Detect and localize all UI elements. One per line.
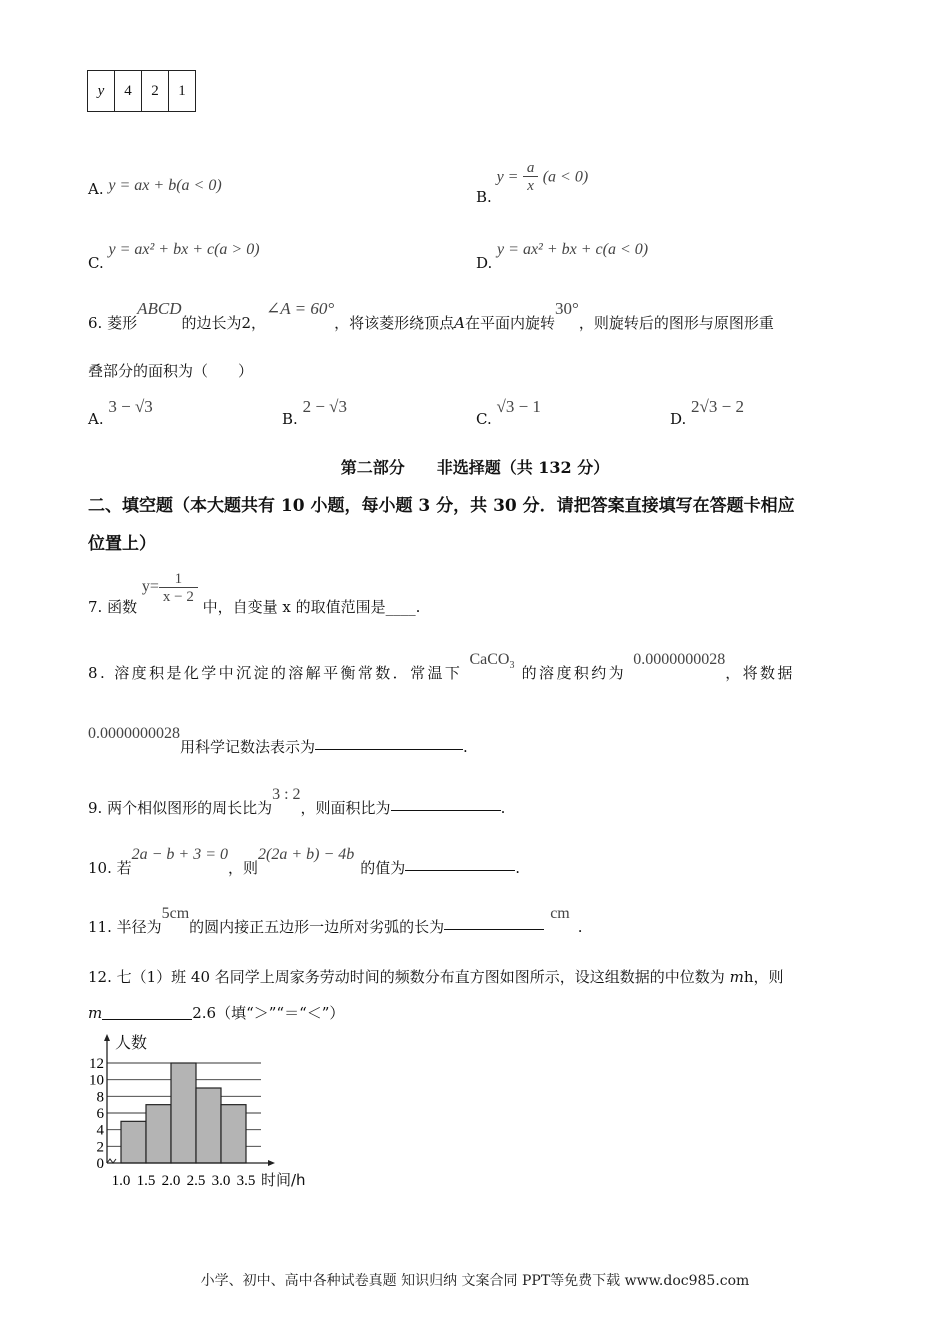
option-letter: C. [88,254,104,272]
q8-number: 0.0000000028 [633,651,726,668]
y-axis-label: 人数 [115,1033,148,1052]
option-letter: D. [670,410,687,428]
q8-line1 [88,648,795,682]
histogram-chart [85,1030,325,1190]
y-axis-arrow [104,1034,110,1041]
y-tick-label: 10 [89,1072,104,1089]
x-tick-label: 3.5 [236,1173,256,1189]
q7 [88,563,421,616]
q11-text: 的圆内接正五边形一边所对劣弧的长为 [189,918,445,936]
answer-blank[interactable] [405,856,515,871]
q5-option-a [88,177,222,199]
q6-option-d [670,397,744,428]
q6-prefix: 6. 菱形 [88,314,138,332]
q7-prefix: 7. 函数 [88,597,138,616]
option-letter: A. [88,180,104,198]
x-tick-label: 1.5 [136,1173,156,1189]
option-math: 2 − √3 [302,397,347,416]
q5-option-d [476,240,649,272]
histogram-bar [221,1105,246,1163]
option-math: y = ax + b(a < 0) [108,177,222,194]
q9-ratio: 3 : 2 [272,786,301,803]
option-math: √3 − 1 [496,397,541,416]
q6-text: ，则旋转后的图形与原图形重 [578,314,774,332]
histogram-bar [121,1121,146,1163]
option-letter: A. [88,410,104,428]
answer-blank[interactable] [444,915,544,930]
caco-subscript: 3 [509,660,515,672]
q8-text: 用科学记数法表示为 [180,738,316,756]
q7-y-eq: y= [141,577,159,595]
option-letter: B. [476,187,492,206]
option-math: y = ax² + bx + c(a > 0) [108,241,260,258]
y-tick-label: 8 [96,1089,104,1106]
q8-text: 的溶度积约为 [521,664,627,682]
q8-prefix: 8. 溶度积是化学中沉淀的溶解平衡常数．常温下 [88,664,463,682]
y-tick-label: 12 [89,1056,104,1072]
q5-option-c [88,240,260,272]
y-tick-label: 4 [96,1122,104,1139]
q11-unit: cm [550,905,570,922]
fraction-numerator: 1 [174,571,183,587]
q12-text: 2.6（填“＞”“＝“＜”） [192,1004,345,1022]
q6-rotation: 30° [555,299,579,318]
q12-line2 [88,1002,344,1023]
q12-line1 [88,966,783,987]
q11-radius: 5cm [161,905,190,922]
q5-option-b [476,160,589,206]
table-cell: 2 [142,71,169,112]
q6-text: 在平面内旋转 [464,314,555,332]
q12-text: h，则 [743,968,784,986]
q10-prefix: 10. 若 [88,859,132,877]
option-math: 2√3 − 2 [691,397,744,416]
section2-heading-line2: 位置上） [88,534,156,554]
y-tick-labels [89,1056,105,1172]
option-math: (a < 0) [542,168,589,186]
q11: 11. 半径为5cm的圆内接正五边形一边所对劣弧的长为cm. [88,905,583,936]
histogram-bar [146,1105,171,1163]
q10-expression: 2(2a + b) − 4b [258,846,355,863]
q6-stem-line2: 叠部分的面积为（ ） [88,362,254,380]
q6-angle: ∠A = 60° [266,299,335,318]
y-tick-label: 6 [96,1106,104,1122]
option-letter: C. [476,410,492,428]
footer-text: 小学、初中、高中各种试卷真题 知识归纳 文案合同 PPT等免费下载 www.doc985.com [200,1273,750,1289]
q9-prefix: 9. 两个相似图形的周长比为 [88,799,273,817]
table-cell: 4 [115,71,142,112]
answer-blank[interactable] [315,735,463,750]
histogram-bar [171,1063,196,1163]
q6-point: A [454,314,465,332]
q10-text: 的值为 [360,859,406,877]
q9: 9. 两个相似图形的周长比为3 : 2，则面积比为 . [88,786,506,817]
caco-text: CaCO [469,651,510,668]
y-tick-label: 2 [96,1139,104,1156]
q10-equation: 2a − b + 3 = 0 [131,846,229,863]
section2-heading-line1: 二、填空题（本大题共有 10 小题，每小题 3 分，共 30 分．请把答案直接填写在答题卡相应 [88,496,795,516]
q8-number: 0.0000000028 [88,725,180,742]
q6-text: 的边长为2， [181,314,267,332]
q12-var: m [729,968,744,986]
fraction-denominator: x − 2 [159,587,198,606]
x-tick-labels [112,1173,256,1189]
q7-suffix: 中，自变量 x 的取值范围是____. [202,597,421,616]
q8-caco3 [469,651,515,672]
table-y-label: y [88,71,115,112]
x-tick-label: 2.0 [161,1173,181,1189]
q12-var: m [88,1004,103,1022]
option-letter: D. [476,254,493,272]
q7-fraction [159,571,198,606]
q6-option-a [88,397,153,428]
answer-blank[interactable] [391,796,501,811]
q6-text: ，将该菱形绕顶点 [334,314,455,332]
q6-option-c [476,397,541,428]
q6-stem [88,298,774,332]
q12-text: 12. 七（1）班 40 名同学上周家务劳动时间的频数分布直方图如图所示，设这组数据的中位数为 [88,968,725,986]
histogram-bar [196,1088,221,1163]
answer-blank[interactable] [102,1005,192,1020]
q10: 10. 若2a − b + 3 = 0，则2(2a + b) − 4b的值为 . [88,846,521,877]
option-math: 3 − √3 [108,397,153,416]
x-axis-label: 时间/h [261,1171,306,1189]
q8-line2: 0.0000000028用科学记数法表示为 . [88,725,468,756]
option-math: y = [496,168,519,186]
option-math: y = ax² + bx + c(a < 0) [497,241,649,258]
q6-abcd: ABCD [137,299,182,318]
y-tick-label: 0 [96,1156,104,1172]
q10-text: ，则 [228,859,259,877]
q11-prefix: 11. 半径为 [88,918,162,936]
fraction [523,160,538,195]
y-value-table [87,70,196,112]
q9-text: ，则面积比为 [300,799,391,817]
x-tick-label: 1.0 [111,1173,131,1189]
x-tick-label: 2.5 [186,1173,206,1189]
x-axis-arrow [268,1160,275,1166]
q8-text: ，将数据 [725,664,795,682]
x-tick-label: 3.0 [211,1173,231,1189]
fraction-numerator: a [526,160,535,176]
part2-title: 第二部分 非选择题（共 132 分） [340,458,610,477]
option-letter: B. [282,410,298,428]
fraction-denominator: x [523,176,538,195]
q6-option-b [282,397,347,428]
table-cell: 1 [169,71,196,112]
